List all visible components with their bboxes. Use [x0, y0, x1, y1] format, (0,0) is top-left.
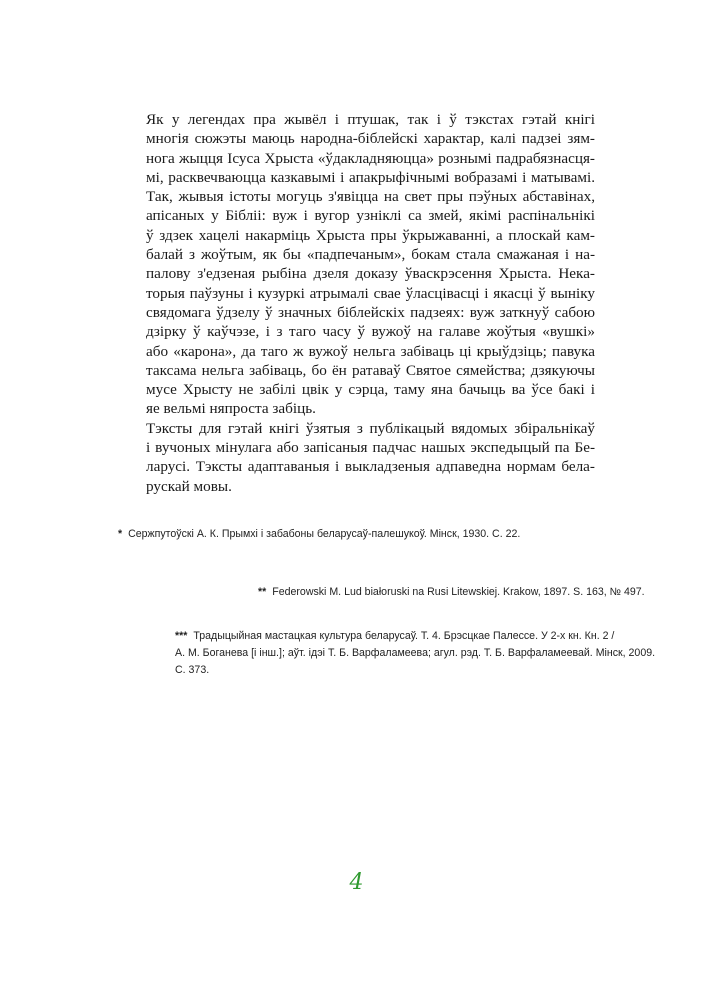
footnote-text: Federowski M. Lud białoruski na Rusi Litewskiej. Krakow, 1897. S. 163, № 497. — [272, 586, 645, 598]
text-line: торыя паўзуны і кузуркі атрымалі свае ўласцівасці і якасці ў выніку — [146, 284, 595, 302]
text-line: і вучоных мінулага або запісаныя падчас нашых экспедыцый па Бе- — [146, 439, 595, 457]
footnote-marker: * — [118, 528, 123, 540]
text-line: Як у легендах пра жывёл і птушак, так і ў тэкстах гэтай кнігі — [146, 111, 595, 128]
text-line: апісаных у Бібліі: вуж і вугор узніклі са змей, якімі распінальнікі — [146, 207, 595, 225]
text-line: таксама нельга забіваць, бо ён ратаваў Святое сямейства; дзякуючы — [146, 361, 595, 379]
text-line: Тэксты для гэтай кнігі ўзятыя з публікацый вядомых збіральнікаў — [146, 419, 595, 437]
footnote-text: А. М. Боганева [і інш.]; аўт. ідэі Т. Б. Варфаламеева; агул. рэд. Т. Б. Варфаламеевай. Мінск, 2009. — [175, 647, 656, 659]
text-line: нога жыцця Ісуса Хрыста «ўдакладняюцца» рознымі падрабязнасця- — [146, 149, 595, 167]
page-number: 4 — [349, 870, 364, 895]
text-line: балай з жоўтым, як бы «падпечаным», бокам стала смажаная і на- — [146, 246, 595, 264]
footnote-text: С. 373. — [175, 664, 210, 676]
text-line: мусе Хрысту не забілі цвік у сэрца, таму яна бачыць ва ўсе бакі і — [146, 381, 595, 399]
footnote-3 — [175, 628, 655, 679]
footnote-text: Традыцыйная мастацкая культура беларусаў. Т. 4. Брэсцкае Палессе. У 2-х кн. Кн. 2 / — [193, 630, 615, 642]
footnote-2 — [258, 584, 645, 601]
text-line: свядомага ўдзелу ў значных біблейскіх падзеях: вуж заткнуў сабою — [146, 303, 595, 321]
text-line: палову з'едзеная рыбіна дзеля доказу ўваскрэсення Хрыста. Нека- — [146, 265, 595, 283]
footnote-marker: *** — [175, 630, 188, 642]
text-line: ў здзек хацелі накарміць Хрыста пры ўкрыжаванні, а плоскай кам- — [146, 226, 595, 244]
text-line: яе вельмі няпроста забіць. — [146, 400, 316, 418]
footnote-1 — [118, 526, 520, 543]
text-line: многія сюжэты маюць народна-біблейскі характар, калі падзеі зям- — [146, 130, 595, 148]
text-line: або «карона», да таго ж вужоў нельга забіваць ці крыўдзіць; павука — [146, 342, 595, 360]
text-line: мі, расквечваюцца казкавымі і апакрыфічнымі вобразамі і матывамі. — [146, 168, 595, 186]
text-line: ларусі. Тэксты адаптаваныя і выкладзеныя адпаведна нормам бела- — [146, 458, 595, 476]
text-line: дзірку ў каўчэзе, і з таго часу ў вужоў на галаве жоўтыя «вушкі» — [146, 323, 595, 341]
text-line: рускай мовы. — [146, 477, 232, 495]
footnote-text: Сержпутоўскі А. К. Прымхі і забабоны беларусаў-палешукоў. Мінск, 1930. С. 22. — [128, 528, 521, 540]
text-line: Так, жывыя істоты могуць з'явіцца на свет пры пэўных абставінах, — [146, 188, 595, 206]
footnote-marker: ** — [258, 586, 267, 598]
